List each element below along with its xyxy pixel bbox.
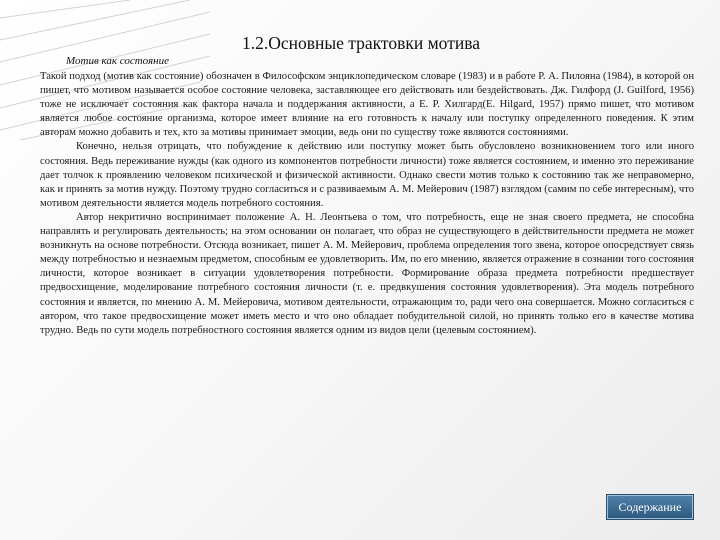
section-subtitle: Мотив как состояние	[66, 55, 169, 67]
contents-button[interactable]: Содержание	[607, 495, 693, 519]
page-title: 1.2.Основные трактовки мотива	[241, 33, 481, 53]
paragraph: Конечно, нельзя отрицать, что побуждение к действию или поступку может быть обусловлено возникновением того или иного состояния. Ведь переживание нужды (как одного из компонентов потребности личности) тоже является состоянием, и именно это переживание дает толчок к проявлению человеком психической и физической активности. Однако свести мотив только к состоянию так же неправомерно, как и принять за мотив нужду. Поэтому трудно согласиться и с развиваемым А. М. Мейерович (1987) взглядом (самим по себе интересным), что мотивом деятельности является модель потребного состояния.	[40, 141, 694, 209]
paragraph: Автор некритично воспринимает положение А. Н. Леонтьева о том, что потребность, еще не зная своего предмета, не способна направлять и регулировать деятельность; на этом основании он полагает, что образ не существующего в действительности предмета не может возникнуть на основе потребности. Отсюда возникает, пишет А. М. Мейерович, проблема определения того звена, которое опосредствует связь между потребностью и незнаемым предметом, способным ее удовлетворить. Им, по его мнению, является отражение в сознании того состояния личности, которое возникает в ситуации удовлетворения потребности. Формирование образа предмета потребности предшествует предвосхищение, моделирование потребного состояния личности (т. е. предвкушения состояния удовлетворения). Эта модель потребного состояния и является, по мнению А. М. Мейеровича, мотивом деятельности, отражающим то, ради чего она совершается. Можно согласиться с автором, что такое предвосхищение может иметь место и что оно обладает побудительной силой, но принять только его в качестве мотива трудно. Ведь по сути модель потребностного состояния является одним из видов цели (целевым состоянием).	[40, 211, 694, 336]
paragraph: Такой подход (мотив как состояние) обозначен в Философском энциклопедическом словаре (1983) и в работе Р. А. Пилояна (1984), в которой он пишет, что мотивом называется особое состояние человека, заставляющее его действовать или бездействовать. Дж. Гилфорд (J. Guilford, 1956) тоже не исключает состояния как фактора начала и поддержания активности, а Е. Р. Хилгард(Е. Hilgard, 1957) прямо пишет, что мотивом является любое состояние организма, которое имеет влияние на его готовность к началу или поступку определенного поведения. К этим авторам можно добавить и тех, кто за мотивы принимает эмоции, ведь они по существу тоже являются состояниями.	[40, 71, 694, 139]
body-text	[40, 70, 694, 338]
